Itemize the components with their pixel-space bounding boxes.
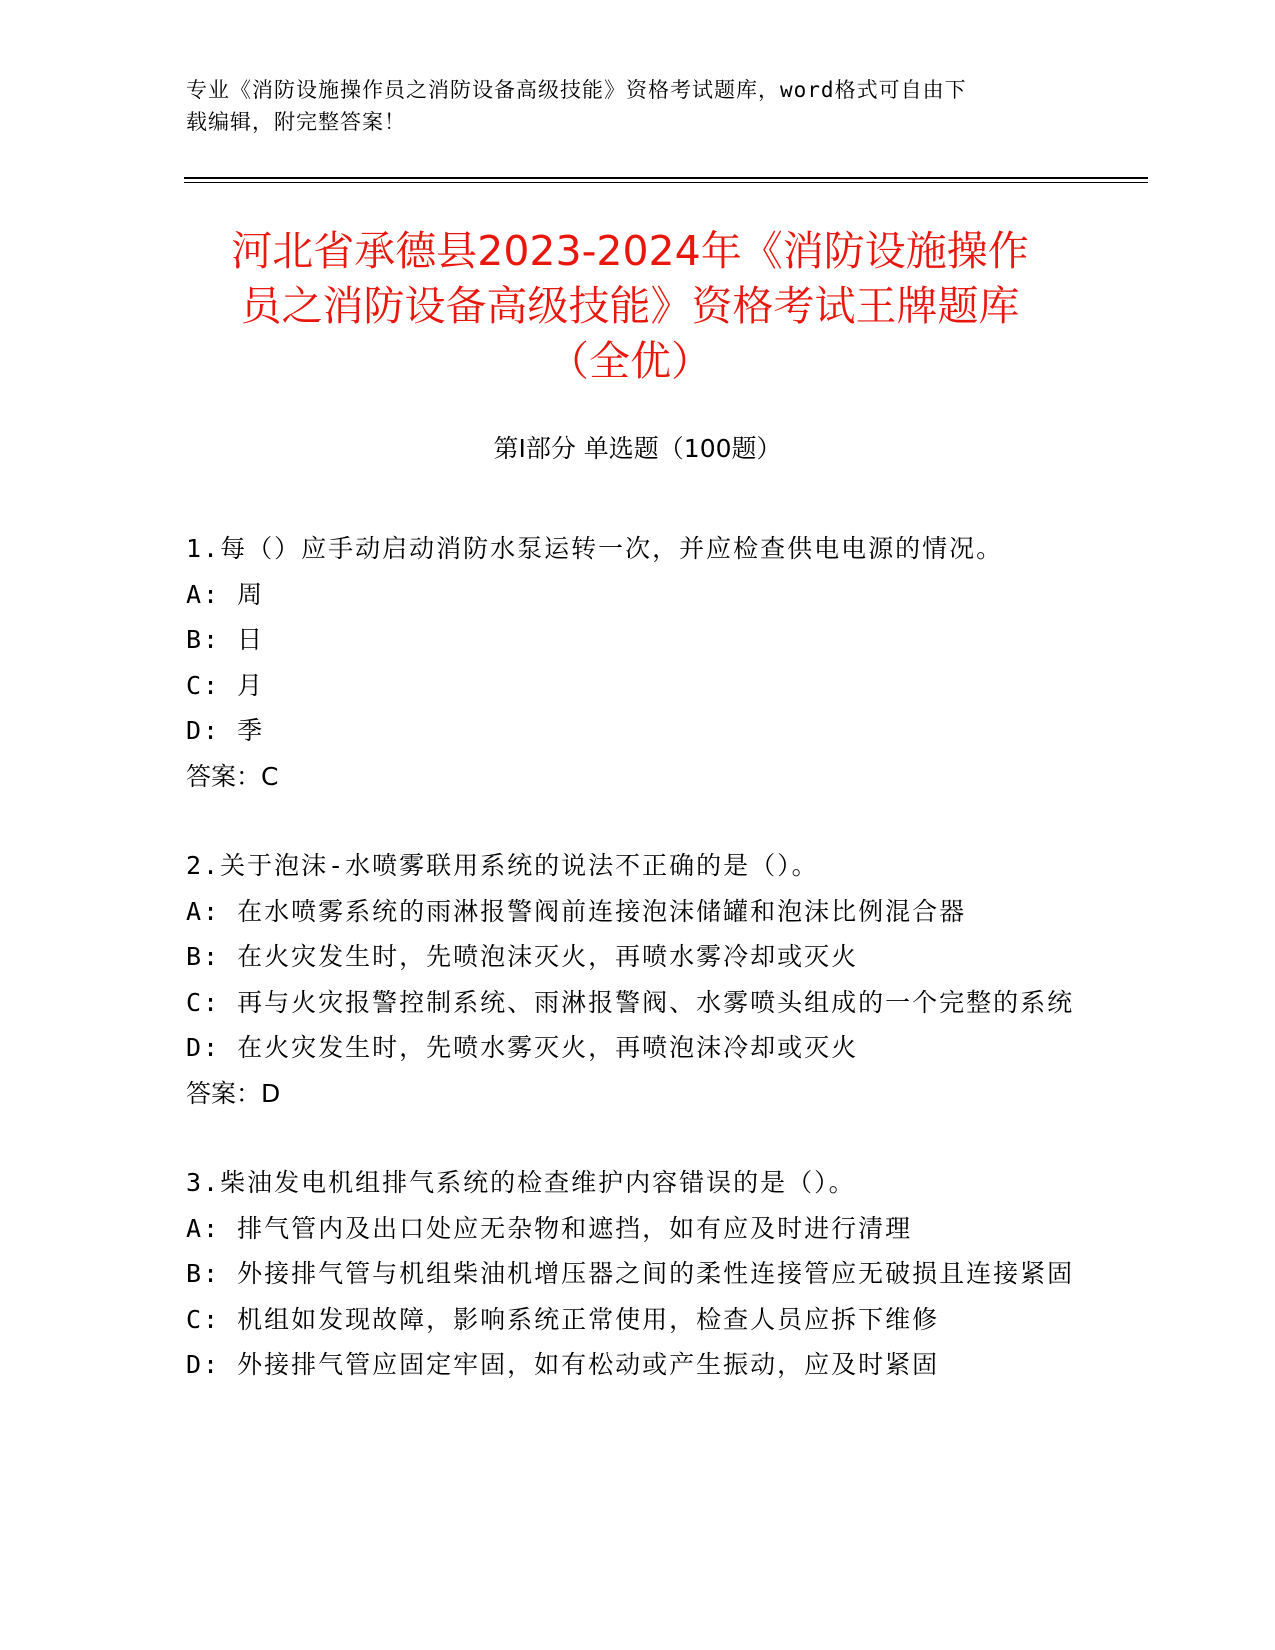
title-line-3: （全优） (548, 337, 712, 385)
option-b: B: 在火灾发生时，先喷泡沫灭火，再喷水雾冷却或灭火 (186, 942, 859, 971)
title-line-1: 河北省承德县2023-2024年《消防设施操作 (231, 227, 1029, 275)
option-d: D: 在火灾发生时，先喷水雾灭火，再喷泡沫冷却或灭火 (186, 1033, 859, 1062)
option-d: D: 季 (186, 716, 265, 745)
intro-text (186, 74, 1066, 138)
header-divider-thick (184, 177, 1148, 179)
question-stem: 1.每（）应手动启动消防水泵运转一次，并应检查供电电源的情况。 (186, 534, 1004, 563)
option-b: B: 日 (186, 625, 265, 654)
option-a: A: 排气管内及出口处应无杂物和遮挡，如有应及时进行清理 (186, 1213, 913, 1243)
option-c: C: 月 (186, 670, 265, 700)
answer: 答案：D (186, 1078, 281, 1108)
question-stem: 2.关于泡沫-水喷雾联用系统的说法不正确的是（）。 (186, 851, 819, 880)
question-2 (186, 843, 1076, 1116)
question-stem: 3.柴油发电机组排气系统的检查维护内容错误的是（）。 (186, 1168, 856, 1197)
option-d: D: 外接排气管应固定牢固，如有松动或产生振动，应及时紧固 (186, 1350, 940, 1379)
answer: 答案：C (186, 761, 279, 791)
option-c: C: 机组如发现故障，影响系统正常使用，检查人员应拆下维修 (186, 1304, 940, 1334)
option-b: B: 外接排气管与机组柴油机增压器之间的柔性连接管应无破损且连接紧固 (186, 1259, 1075, 1288)
option-a: A: 周 (186, 579, 265, 609)
question-1 (186, 526, 1076, 799)
document-title (190, 224, 1070, 389)
intro-line-2: 载编辑，附完整答案！ (186, 110, 406, 134)
title-line-2: 员之消防设备高级技能》资格考试王牌题库 (240, 282, 1020, 330)
section-title: 第Ⅰ部分 单选题（100题） (493, 434, 782, 463)
intro-line-1: 专业《消防设施操作员之消防设备高级技能》资格考试题库，word格式可自由下 (186, 78, 967, 102)
question-list (186, 526, 1076, 1432)
header-divider-thin (184, 182, 1148, 183)
question-3 (186, 1160, 1076, 1388)
option-c: C: 再与火灾报警控制系统、雨淋报警阀、水雾喷头组成的一个完整的系统 (186, 987, 1075, 1017)
option-a: A: 在水喷雾系统的雨淋报警阀前连接泡沫储罐和泡沫比例混合器 (186, 896, 967, 926)
